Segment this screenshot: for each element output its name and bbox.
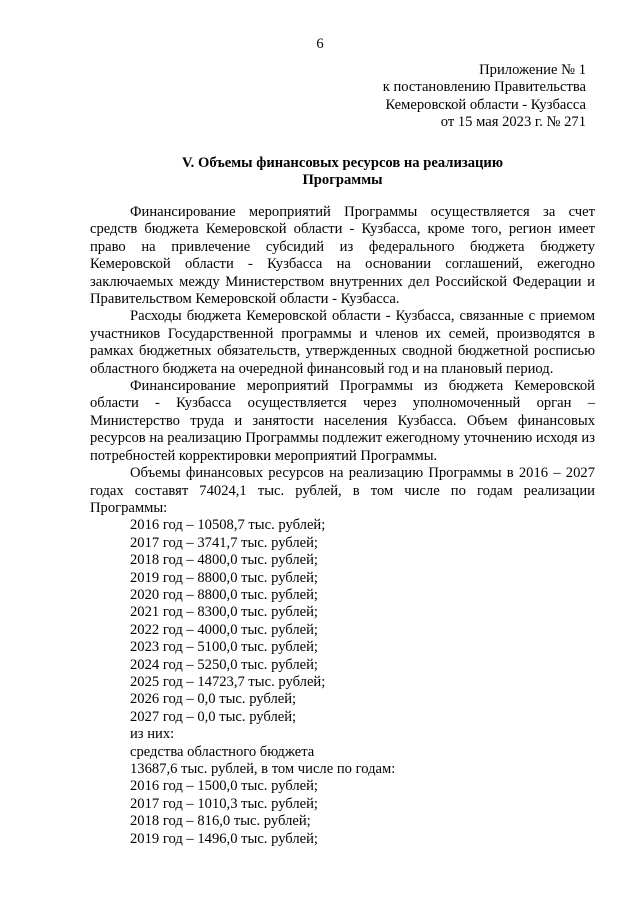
year-amount-line: 2022 год – 4000,0 тыс. рублей;	[130, 621, 318, 638]
page-number: 6	[316, 36, 324, 52]
year-amount-line: 2019 год – 8800,0 тыс. рублей;	[130, 569, 318, 586]
section-title-line: Программы	[302, 172, 383, 189]
section-title-line: V. Объемы финансовых ресурсов на реализацию	[182, 155, 503, 171]
paragraph: Объемы финансовых ресурсов на реализацию Программы в 2016 – 2027 годах составят 74024,1 тыс. рублей, в том числе по годам реализации Программы:	[90, 465, 595, 516]
of-which-label: из них:	[130, 726, 175, 743]
appendix-line: к постановлению Правительства	[382, 79, 586, 96]
regional-budget-label: средства областного бюджета	[130, 743, 315, 760]
section-title	[90, 155, 595, 190]
regional-year-amount-line: 2017 год – 1010,3 тыс. рублей;	[130, 795, 318, 812]
appendix-line: от 15 мая 2023 г. № 271	[440, 114, 586, 131]
appendix-header	[383, 62, 586, 132]
year-amount-line: 2021 год – 8300,0 тыс. рублей;	[130, 604, 318, 621]
appendix-line: Кемеровской области - Кузбасса	[385, 96, 586, 113]
regional-year-amount-line: 2019 год – 1496,0 тыс. рублей;	[130, 830, 318, 847]
document-body	[90, 204, 595, 848]
year-amount-line: 2020 год – 8800,0 тыс. рублей;	[130, 586, 318, 603]
year-amount-line: 2025 год – 14723,7 тыс. рублей;	[130, 673, 326, 690]
year-amount-line: 2026 год – 0,0 тыс. рублей;	[130, 691, 297, 708]
regional-year-amount-line: 2018 год – 816,0 тыс. рублей;	[130, 813, 311, 830]
year-amount-line: 2016 год – 10508,7 тыс. рублей;	[130, 517, 326, 534]
year-amount-line: 2017 год – 3741,7 тыс. рублей;	[130, 534, 318, 551]
year-amount-line: 2023 год – 5100,0 тыс. рублей;	[130, 639, 318, 656]
year-amount-line: 2027 год – 0,0 тыс. рублей;	[130, 708, 297, 725]
regional-budget-total: 13687,6 тыс. рублей, в том числе по годам:	[130, 761, 396, 777]
year-amount-line: 2018 год – 4800,0 тыс. рублей;	[130, 552, 318, 569]
paragraph: Расходы бюджета Кемеровской области - Кузбасса, связанные с приемом участников Государственной программы и членов их семей, производятся в рамках бюджетных обязательств, утвержденных сводной бюджетной росписью областного бюджета на очередной финансовый год и на плановый период.	[90, 308, 595, 377]
appendix-line: Приложение № 1	[479, 62, 586, 78]
regional-year-amount-line: 2016 год – 1500,0 тыс. рублей;	[130, 778, 318, 795]
year-amount-line: 2024 год – 5250,0 тыс. рублей;	[130, 656, 318, 673]
paragraph: Финансирование мероприятий Программы осуществляется за счет средств бюджета Кемеровской области - Кузбасса, кроме того, регион имеет право на привлечение субсидий из федерального бюджета бюджету Кемеровской области - Кузбасса на основании соглашений, ежегодно заключаемых между Министерством внутренних дел Российской Федерации и Правительством Кемеровской области - Кузбасса.	[90, 204, 595, 308]
paragraph: Финансирование мероприятий Программы из бюджета Кемеровской области - Кузбасса осуществляется через уполномоченный орган – Министерство труда и занятости населения Кузбасса. Объем финансовых ресурсов на реализацию Программы подлежит ежегодному уточнению исходя из потребностей корректировки мероприятий Программы.	[90, 378, 595, 464]
